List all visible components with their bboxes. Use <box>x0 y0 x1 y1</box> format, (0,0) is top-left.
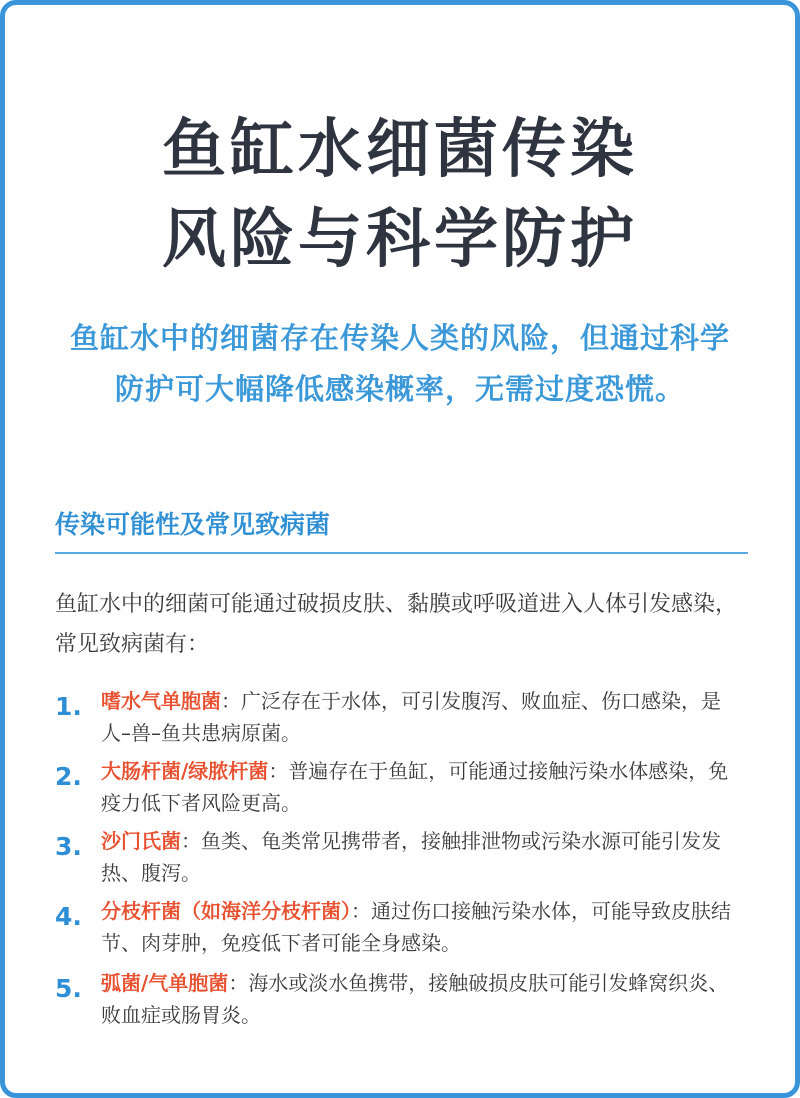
section-heading: 传染可能性及常见致病菌 <box>55 510 331 539</box>
pathogen-name: 大肠杆菌/绿脓杆菌 <box>101 759 269 783</box>
item-body <box>101 895 747 959</box>
item-separator: ： <box>228 971 249 995</box>
item-body <box>101 685 747 749</box>
pathogen-name: 嗜水气单胞菌 <box>101 689 221 713</box>
item-number: 1. <box>55 692 82 721</box>
section-divider <box>55 552 748 554</box>
item-number: 2. <box>55 762 82 791</box>
item-body <box>101 825 747 889</box>
item-body <box>101 967 747 1031</box>
list-item <box>55 755 747 825</box>
pathogen-description: 海水或淡水鱼携带，接触破损皮肤可能引发蜂窝织炎、败血症或肠胃炎。 <box>101 971 729 1027</box>
item-number: 5. <box>55 974 82 1003</box>
intro-paragraph: 鱼缸水中的细菌可能通过破损皮肤、黏膜或呼吸道进入人体引发感染，常见致病菌有： <box>55 592 738 657</box>
item-separator: ： <box>351 899 371 923</box>
item-separator: ： <box>268 759 289 783</box>
pathogen-description: 广泛存在于水体，可引发腹泻、败血症、伤口感染，是人–兽–鱼共患病原菌。 <box>101 689 721 745</box>
list-item <box>55 685 747 755</box>
item-number: 3. <box>55 832 82 861</box>
item-number: 4. <box>55 902 82 931</box>
pathogen-name: 弧菌/气单胞菌 <box>101 971 229 995</box>
item-separator: ： <box>221 689 241 713</box>
item-body <box>101 755 747 819</box>
pathogen-name: 分枝杆菌（如海洋分枝杆菌） <box>101 899 351 923</box>
list-item <box>55 825 747 895</box>
pathogen-description: 鱼类、龟类常见携带者，接触排泄物或污染水源可能引发发热、腹泻。 <box>101 829 721 885</box>
summary-text: 鱼缸水中的细菌存在传染人类的风险，但通过科学防护可大幅降低感染概率，无需过度恐慌。 <box>69 321 730 406</box>
pathogen-description: 普遍存在于鱼缸，可能通过接触污染水体感染，免疫力低下者风险更高。 <box>101 759 729 815</box>
title-line-1: 鱼缸水细菌传染 <box>162 113 638 187</box>
list-item <box>55 895 747 965</box>
list-item <box>55 967 747 1037</box>
item-separator: ： <box>181 829 201 853</box>
title-line-2: 风险与科学防护 <box>162 203 638 277</box>
pathogen-description: 通过伤口接触污染水体，可能导致皮肤结节、肉芽肿，免疫低下者可能全身感染。 <box>101 899 731 955</box>
pathogen-name: 沙门氏菌 <box>101 829 181 853</box>
page-title <box>5 105 795 285</box>
